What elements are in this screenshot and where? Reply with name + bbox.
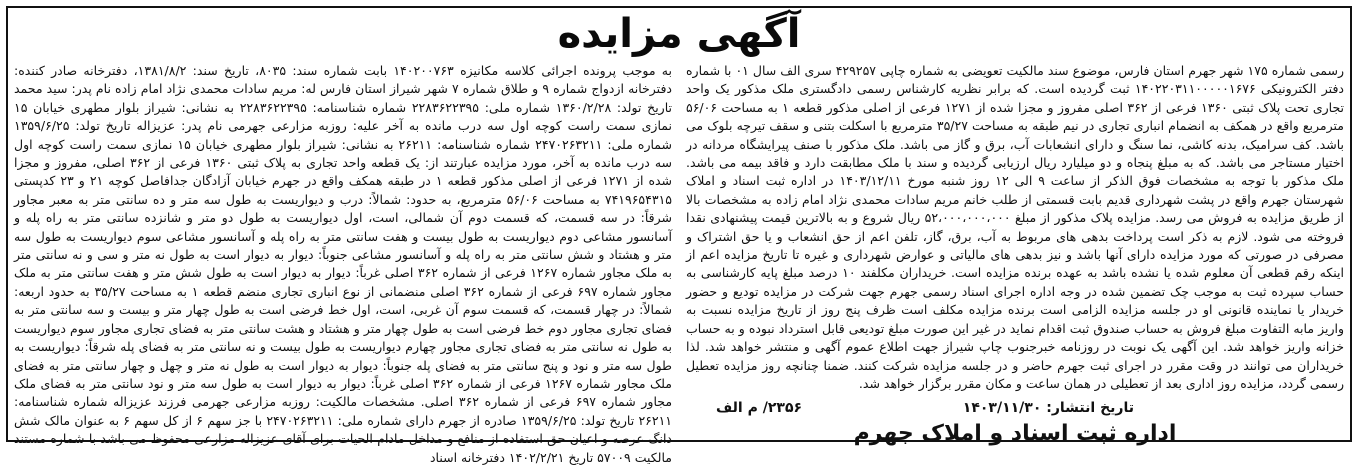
right-column-text: به موجب پرونده اجرائی کلاسه مکانیزه ۱۴۰۲۰۰۷۶۳ بابت شماره سند: ۸۰۳۵، تاریخ سند: ۱۳۸۱/۸/۲، دفترخانه صادر کننده: دفترخانه ازدواج شماره ۹ و طلاق شماره ۷ شهر شیراز استان فارس له: مریم سادات محمدی نژاد امام زاده نام پدر: سید محمد تاریخ تولد: ۱۳۶۰/۲/۲۸ شماره ملی: ۲۲۸۳۶۲۲۳۹۵ شماره شناسنامه: ۲۲۸۳۶۲۲۳۹۵ به نشانی: شیراز بلوار مطهری خیابان ۱۵ نمازی سمت راست کوچه اول سه درب مانده به آخر علیه: روزبه مزارعی جهرمی نام پدر: عزیزاله تاریخ تولد: ۱۳۵۹/۶/۲۵ شماره ملی: ۲۴۷۰۲۶۳۲۱۱ شماره شناسنامه: ۲۶۲۱۱ به نشانی: شیراز بلوار مطهری خیابان ۱۵ نمازی سمت راست کوچه اول سه درب مانده به آخر، مورد مزایده عبارتند از: یک قطعه واحد تجاری به پلاک ثبتی ۱۳۶۰ فرعی از ۳۶۲ اصلی، مفروز و مجزا شده از ۱۲۷۱ فرعی از اصلی مذکور قطعه ۱ در طبقه همکف واقع در جهرم خیابان آزادگان جدافاصل کوچه ۲۱ و ۲۳ کدپستی ۷۴۱۹۶۵۴۳۱۵ به مساحت ۵۶/۰۶ مترمربع، به حدود: شمالاً: درب و دیواریست به طول سه متر و ده سانتی متر به معبر مجاور شرقاً: در سه قسمت، که قسمت دوم آن شمالی، است، اول دیواریست به طول دو متر و شانزده سانتی متر به راه پله و آسانسور مشاعی دوم دیواریست به طول بیست و هفت سانتی متر به راه پله و آسانسور مشاعی سوم دیواریست به طول سه متر و هشتاد و شش سانتی متر به راه پله و آسانسور مشاعی جنوباً: دیوار به دیوار است به طول نه متر و سی و نه سانتی متر به ملک مجاور شماره ۱۲۶۷ فرعی از شماره ۳۶۲ اصلی غرباً: دیوار به دیوار است به طول شش متر و هفت سانتی متر به ملک مجاور شماره ۶۹۷ فرعی از شماره ۳۶۲ اصلی منضمانی از نوع انباری تجاری منضم قطعه ۱ به مساحت ۳۵/۲۷ به حدود اربعه: شمالاً: در چهار قسمت، که قسمت سوم آن غربی، است، اول خط فرضی است به طول چهار متر و بیست و سه سانتی متر به فضای تجاری مجاور دوم خط فرضی است به طول چهار متر و هشتاد و هشت سانتی متر به فضای تجاری مجاور سوم دیواریست به طول نه سانتی متر به فضای تجاری مجاور چهارم دیواریست به طول بیست و نه سانتی متر به فضای پله شرقاً: دیواریست به طول سه متر و نود و پنج سانتی متر به فضای پله جنوباً: دیوار به دیوار است به طول نه متر و چهل و چهار سانتی متر به فضای ملک مجاور شماره ۱۲۶۷ فرعی از شماره ۳۶۲ اصلی غرباً: دیوار به دیوار است به طول سه متر و نود سانتی متر به فضای ملک مجاور شماره ۶۹۷ فرعی از شماره ۳۶۲ اصلی. مشخصات مالکیت: روزبه مزارعی جهرمی فرزند عزیزاله شماره شناسنامه: ۲۶۲۱۱ تاریخ تولد: ۱۳۵۹/۶/۲۵ صادره از جهرم دارای شماره ملی: ۲۴۷۰۲۶۳۲۱۱ با جز سهم ۶ از کل سهم ۶ به عنوان مالک شش دانگ عرصه و اعیان حق استفاده از منافع و مداخل مادام الحیات برای آقای عزیزاله مزارعی محفوظ می باشد با شماره مستند مالکیت ۵۷۰۰۹ تاریخ ۱۴۰۲/۲/۲۱ دفترخانه اسناد [14, 63, 673, 465]
left-column [686, 62, 1345, 447]
publish-date: تاریخ انتشار: ۱۴۰۳/۱۱/۳۰ [962, 400, 1134, 417]
reference-code: ۲۳۵۶/ م الف [716, 400, 803, 417]
title-bar [0, 8, 1358, 60]
notice-columns [14, 62, 1345, 465]
notice-footer [686, 397, 1344, 447]
notice-title: آگهی مزایده [557, 11, 801, 57]
issuer-name: اداره ثبت اسناد و املاک جهرم [853, 421, 1177, 447]
right-column [14, 62, 673, 465]
left-column-text: رسمی شماره ۱۷۵ شهر جهرم استان فارس، موضوع سند مالکیت تعویضی به شماره چاپی ۴۲۹۲۵۷ سری الف سال ۰۱ با شماره دفتر الکترونیکی ۱۴۰۲۲۰۳۱۱۰۰۰۰۰۱۶۷۶ ثبت گردیده است. که برابر نظریه کارشناس رسمی دادگستری ملک مذکور یک واحد تجاری تحت پلاک ثبتی ۱۳۶۰ فرعی از ۳۶۲ اصلی مفروز و مجزا شده از ۱۲۷۱ فرعی از اصلی مذکور قطعه ۱ به مساحت ۵۶/۰۶ مترمربع واقع در همکف به انضمام انباری تجاری در نیم طبقه به مساحت ۳۵/۲۷ مترمربع با اسکلت بتنی و سقف تیرچه بلوک می باشد. کف سرامیک، بدنه کاشی، نما سنگ و دارای انشعابات آب، برق و گاز می باشد. ملک مذکور با صنف پیرایشگاه مردانه در اختیار مستاجر می باشد. که به مبلغ پنجاه و دو میلیارد ریال ارزیابی گردیده و سند با ملک مطابقت دارد و فاقد بیمه می باشد. ملک مذکور با توجه به مشخصات فوق الذکر از ساعت ۹ الی ۱۲ روز شنبه مورخ ۱۴۰۳/۱۲/۱۱ در اداره ثبت اسناد و املاک شهرستان جهرم واقع در پشت شهرداری قدیم بابت قسمتی از طلب خانم مریم سادات محمدی نژاد امام زاده به مشخصات بالا از طریق مزایده به فروش می رسد. مزایده پلاک مذکور از مبلغ ۵۲،۰۰۰،۰۰۰،۰۰۰ ریال شروع و به بالاترین قیمت پیشنهادی نقدا فروخته می شود. لازم به ذکر است پرداخت بدهی های مربوط به آب، برق، گاز، تلفن اعم از حق انشعاب و یا حق اشتراک و مصرفی در صورتی که مورد مزایده دارای آنها باشد و نیز بدهی های مالیاتی و عوارض شهرداری و غیره تا تاریخ مزایده اعم از اینکه رقم قطعی آن معلوم شده یا نشده باشد به عهده برنده مزایده است. خریداران مکلفند ۱۰ درصد مبلغ پایه کارشناسی به حساب سپرده ثبت به موجب چک تضمین شده در وجه اداره اجرای اسناد رسمی جهرم جهت شرکت در مزایده تودیع و حضور خریدار یا نماینده قانونی او در جلسه مزایده الزامی است برنده مزایده مکلف است ظرف پنج روز از تاریخ مزایده نسبت به واریز مابه التفاوت مبلغ فروش به حساب صندوق ثبت اقدام نماید در غیر این صورت مبلغ تودیعی قابل استرداد نبوده و به حساب خزانه واریز خواهد شد. این آگهی یک نوبت در روزنامه خبرجنوب چاپ شیراز جهت اطلاع عموم آگهی و منتشر خواهد شد. لذا خریداران می توانند در وقت مقرر در اجرای ثبت جهرم حاضر و در جلسه مزایده شرکت کنند. ضمنا چنانچه روز مزایده تعطیل رسمی گردد، مزایده روز اداری بعد از تعطیلی در همان ساعت و مکان مقرر برگزار خواهد شد. [686, 63, 1345, 391]
